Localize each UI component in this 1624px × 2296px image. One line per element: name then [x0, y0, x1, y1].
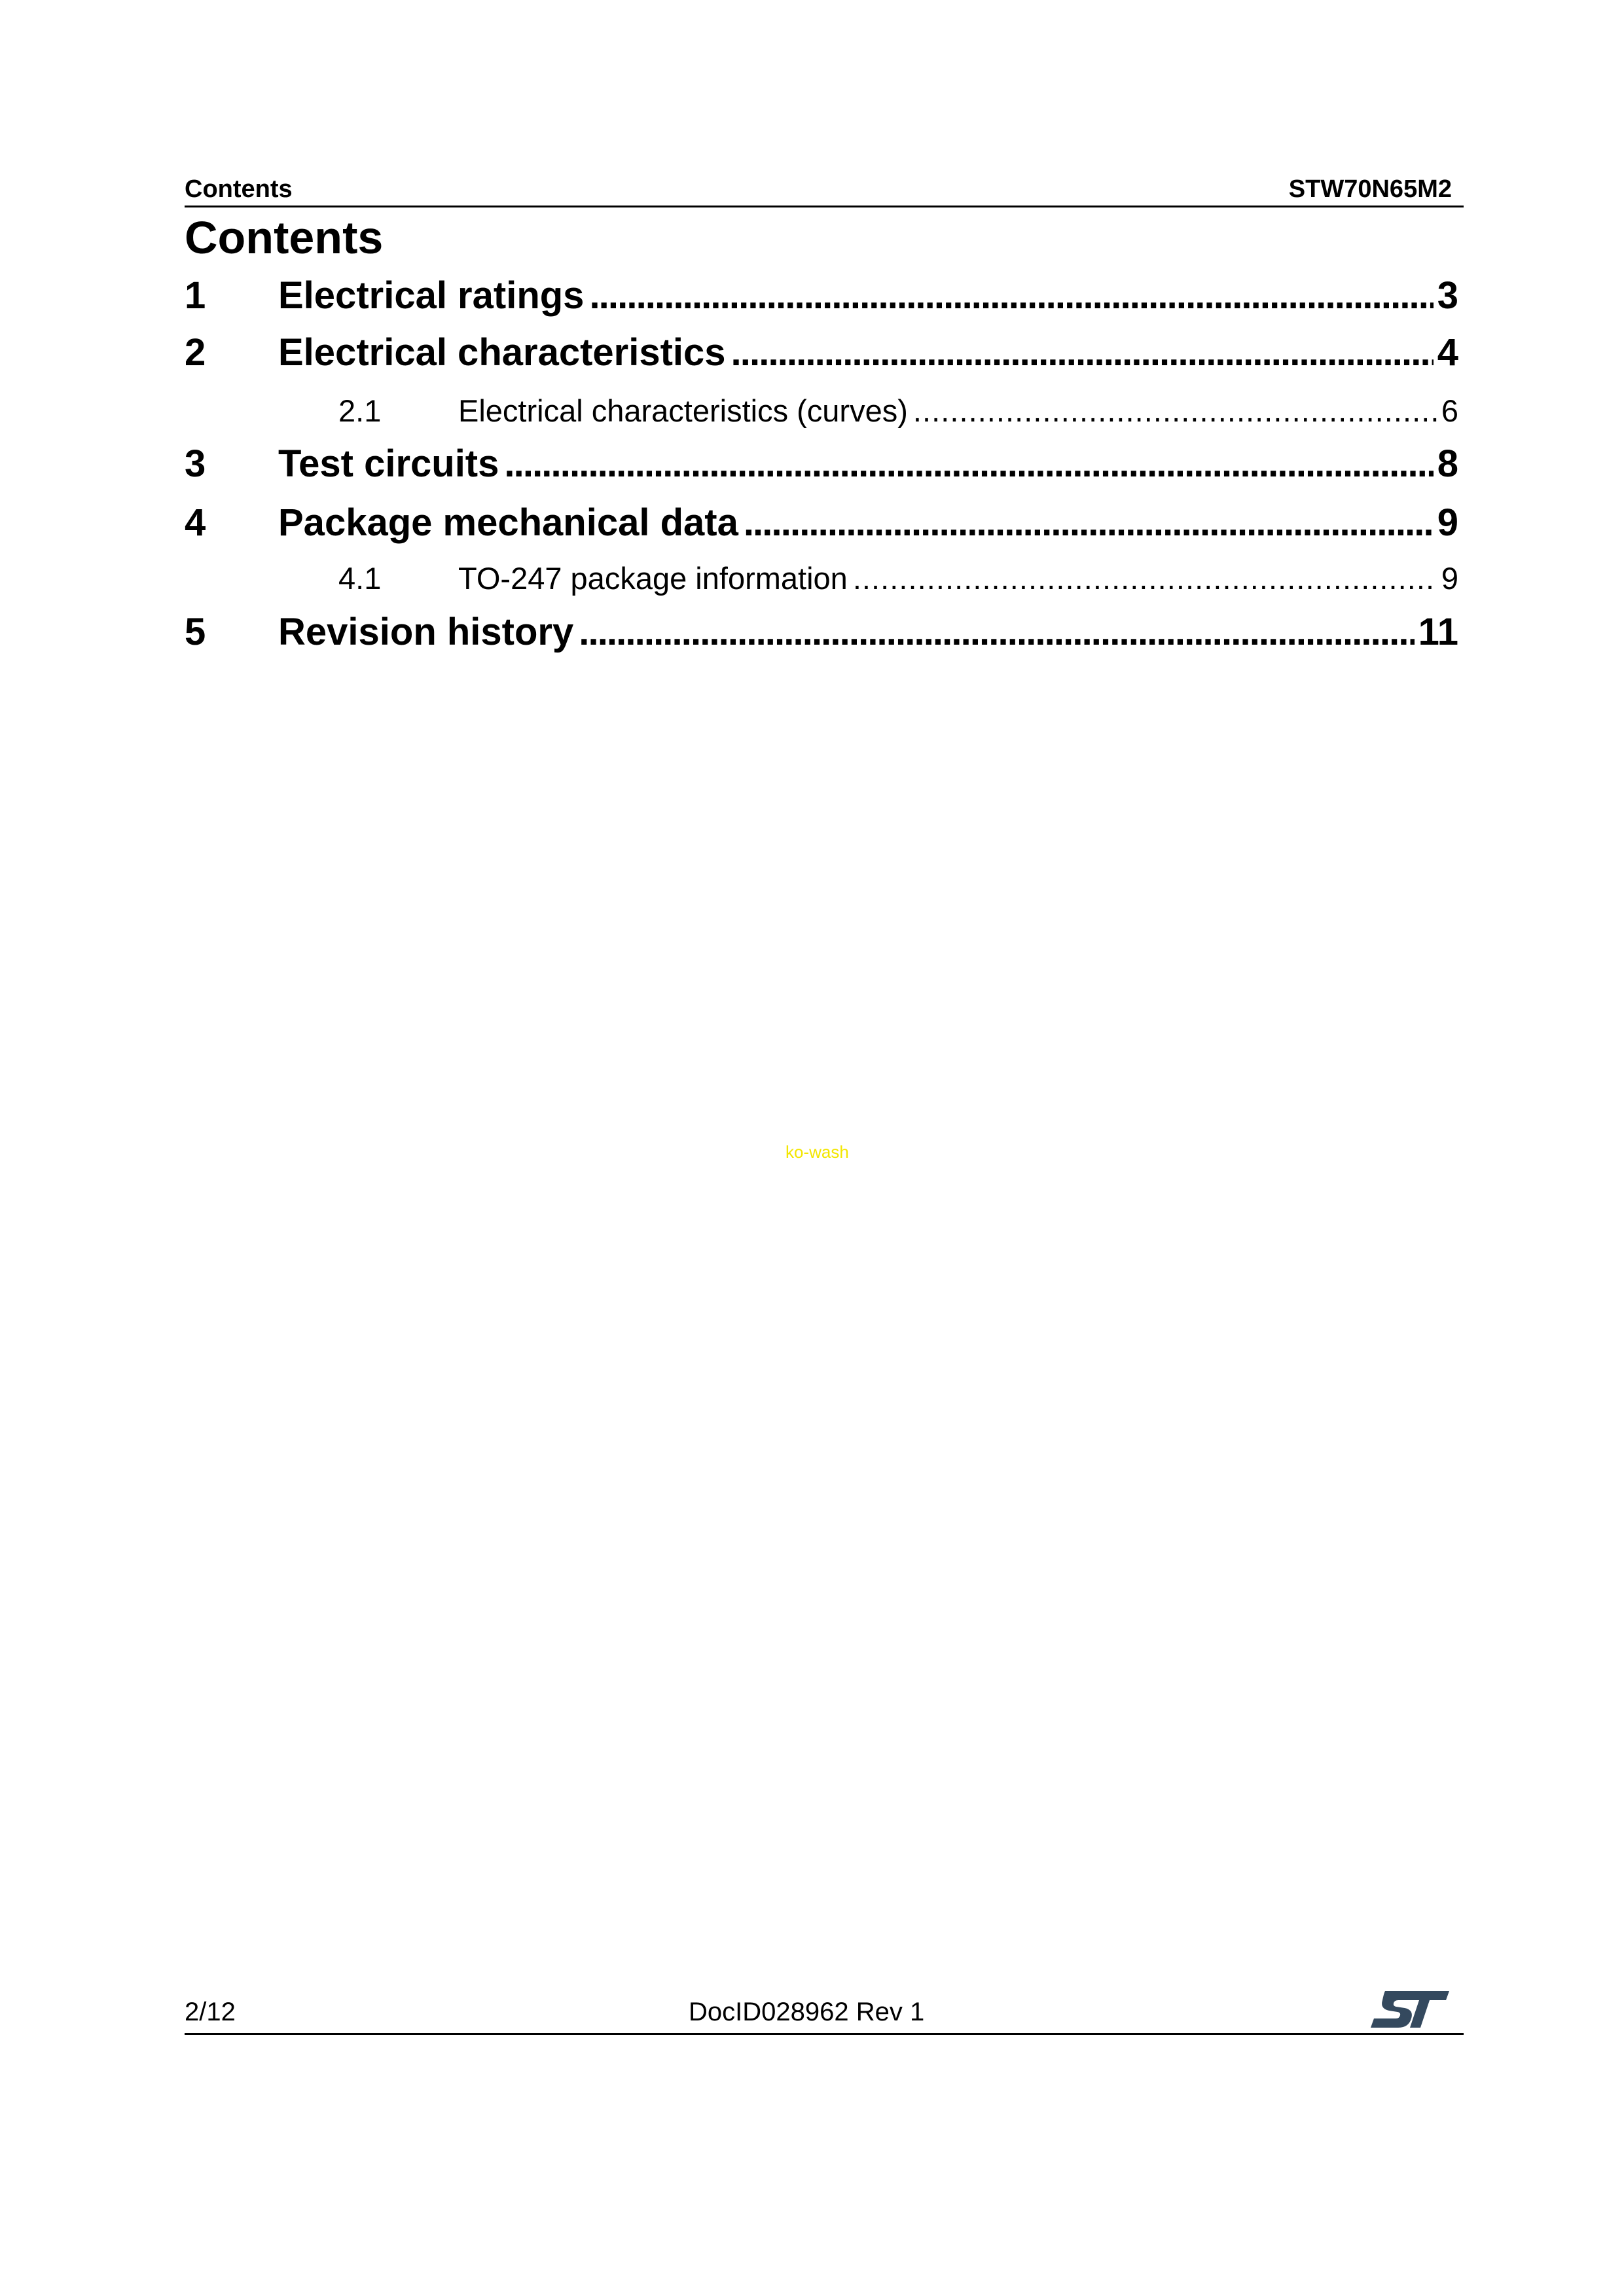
toc-number: 4	[185, 501, 206, 544]
toc-page: 9	[1441, 561, 1458, 596]
footer-document-id: DocID028962 Rev 1	[689, 1998, 925, 2026]
toc-page: 9	[1437, 501, 1458, 544]
toc-label: Package mechanical data	[278, 501, 738, 544]
toc-page: 8	[1437, 442, 1458, 485]
toc-entry-revision-history[interactable]	[185, 610, 1464, 662]
toc-leader-dots	[853, 560, 1437, 596]
toc-entry-electrical-characteristics-curves[interactable]	[185, 393, 1464, 436]
toc-leader-dots	[589, 274, 1433, 317]
toc-leader-dots	[913, 393, 1437, 429]
header-section-title: Contents	[185, 175, 293, 203]
toc-entry-to247-package-information[interactable]	[185, 560, 1464, 603]
page-title: Contents	[185, 212, 384, 263]
header-part-number: STW70N65M2	[1288, 175, 1452, 203]
toc-number: 2.1	[338, 393, 382, 428]
toc-page: 6	[1441, 393, 1458, 428]
toc-entry-test-circuits[interactable]	[185, 442, 1464, 494]
toc-entry-electrical-ratings[interactable]	[185, 274, 1464, 326]
toc-label: Electrical characteristics (curves)	[458, 393, 908, 428]
toc-page: 11	[1418, 611, 1458, 653]
toc-number: 5	[185, 611, 206, 653]
toc-entry-electrical-characteristics[interactable]	[185, 331, 1464, 383]
toc-label: Electrical ratings	[278, 274, 585, 317]
toc-entry-package-mechanical-data[interactable]	[185, 501, 1464, 553]
st-logo-icon	[1369, 1987, 1451, 2033]
toc-label: Revision history	[278, 611, 574, 653]
toc-label: Test circuits	[278, 442, 499, 485]
page-header	[185, 171, 1464, 207]
toc-page: 3	[1437, 274, 1458, 317]
toc-label: Electrical characteristics	[278, 331, 726, 374]
toc-leader-dots	[579, 610, 1414, 654]
toc-number: 3	[185, 442, 206, 485]
toc-leader-dots	[744, 501, 1434, 545]
page-footer	[185, 1990, 1464, 2035]
toc-label: TO-247 package information	[458, 561, 848, 596]
toc-page: 4	[1437, 331, 1458, 374]
toc-number: 2	[185, 331, 206, 374]
footer-page-number: 2/12	[185, 1998, 236, 2026]
toc-number: 1	[185, 274, 206, 317]
watermark-text: ko-wash	[785, 1142, 849, 1162]
toc-number: 4.1	[338, 561, 382, 596]
toc-leader-dots	[731, 331, 1434, 374]
toc-leader-dots	[504, 442, 1433, 486]
